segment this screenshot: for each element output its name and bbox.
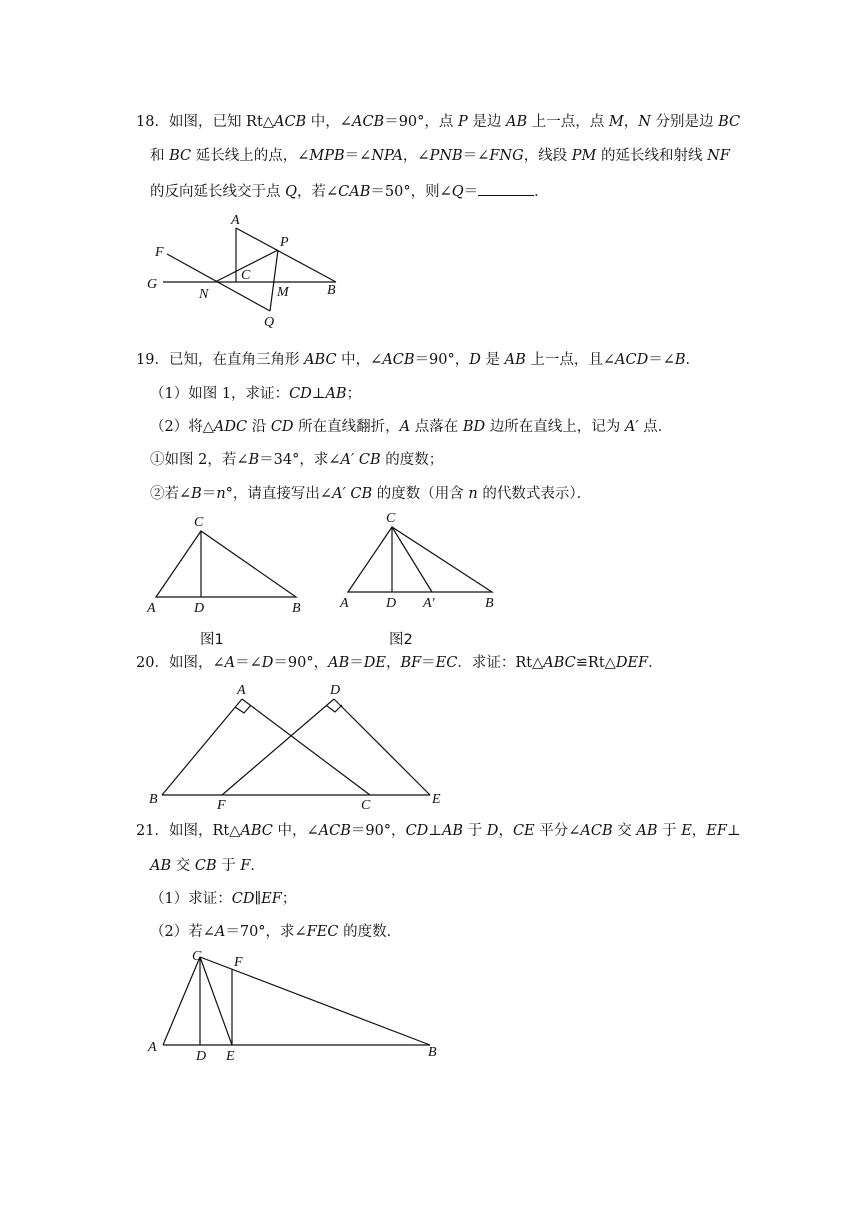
fig18-label-M: M [277,285,289,300]
fig21-label-B: B [428,1045,437,1060]
fig21-label-F: F [234,955,243,970]
fig18-label-P: P [280,235,289,250]
q19-part1: （1）如图 1，求证：CD⊥AB； [150,386,362,402]
q21-part1: （1）求证：CD∥EF； [150,891,297,907]
fig20-label-A: A [237,683,246,698]
q19-line1: 19．已知，在直角三角形 ABC 中，∠ACB＝90°，D 是 AB 上一点，且∠ACD＝∠B． [136,352,701,368]
fig20-label-F: F [217,798,226,813]
fig19b-label-C: C [386,511,396,526]
fig19b-label-B: B [485,596,494,611]
fig20-label-D: D [330,683,341,698]
fig19b-label-A-prime: A′ [423,596,435,611]
q20-line1: 20．如图，∠A＝∠D＝90°，AB＝DE，BF＝EC．求证：Rt△ABC≌Rt△DEF． [136,655,663,671]
fig19a-label-C: C [194,515,204,530]
q19-part2: （2）将△ADC 沿 CD 所在直线翻折，A 点落在 BD 边所在直线上，记为 A′ 点． [150,419,673,435]
fig18-label-B: B [327,283,336,298]
q21-line2: AB 交 CB 于 F． [150,858,265,874]
fig18-label-A: A [231,213,240,228]
q19-part2-2: ②若∠B＝n°，请直接写出∠A′ CB 的度数（用含 n 的代数式表示）． [150,486,592,502]
fig18-label-Q: Q [264,315,275,330]
q18-line2: 和 BC 延长线上的点，∠MPB＝∠NPA，∠PNB＝∠FNG，线段 PM 的延长线和射线 NF [150,148,730,164]
fig19a-label-D: D [194,601,205,616]
fig21-label-C: C [192,949,202,964]
fig20-label-B: B [149,792,158,807]
fig2-caption: 图2 [389,632,413,648]
fig18-label-C: C [241,268,251,283]
fig18-label-G: G [147,277,158,292]
fig21-label-E: E [226,1049,235,1064]
q19-part2-1: ①如图 2，若∠B＝34°，求∠A′ CB 的度数； [150,452,444,468]
q18-line1: 18．如图，已知 Rt△ACB 中，∠ACB＝90°，点 P 是边 AB 上一点，点 M，N 分别是边 BC [136,114,741,130]
q18-line3: 的反向延长线交于点 Q，若∠CAB＝50°，则∠Q＝ ． [150,181,549,202]
fig19b-label-D: D [386,596,397,611]
fig20-label-C: C [361,798,371,813]
fig18-label-N: N [199,287,209,302]
fig19a-label-B: B [292,601,301,616]
fig18-label-F: F [155,245,164,260]
fig1-caption: 图1 [200,632,224,648]
q21-line1: 21．如图，Rt△ABC 中，∠ACB＝90°，CD⊥AB 于 D，CE 平分∠ACB 交 AB 于 E，EF⊥ [136,823,741,839]
fig19a-label-A: A [147,601,156,616]
q21-part2: （2）若∠A＝70°，求∠FEC 的度数． [150,924,402,940]
fig21-label-A: A [148,1040,157,1055]
fig20-label-E: E [432,792,441,807]
fig21-label-D: D [196,1049,207,1064]
fig19b-label-A: A [340,596,349,611]
